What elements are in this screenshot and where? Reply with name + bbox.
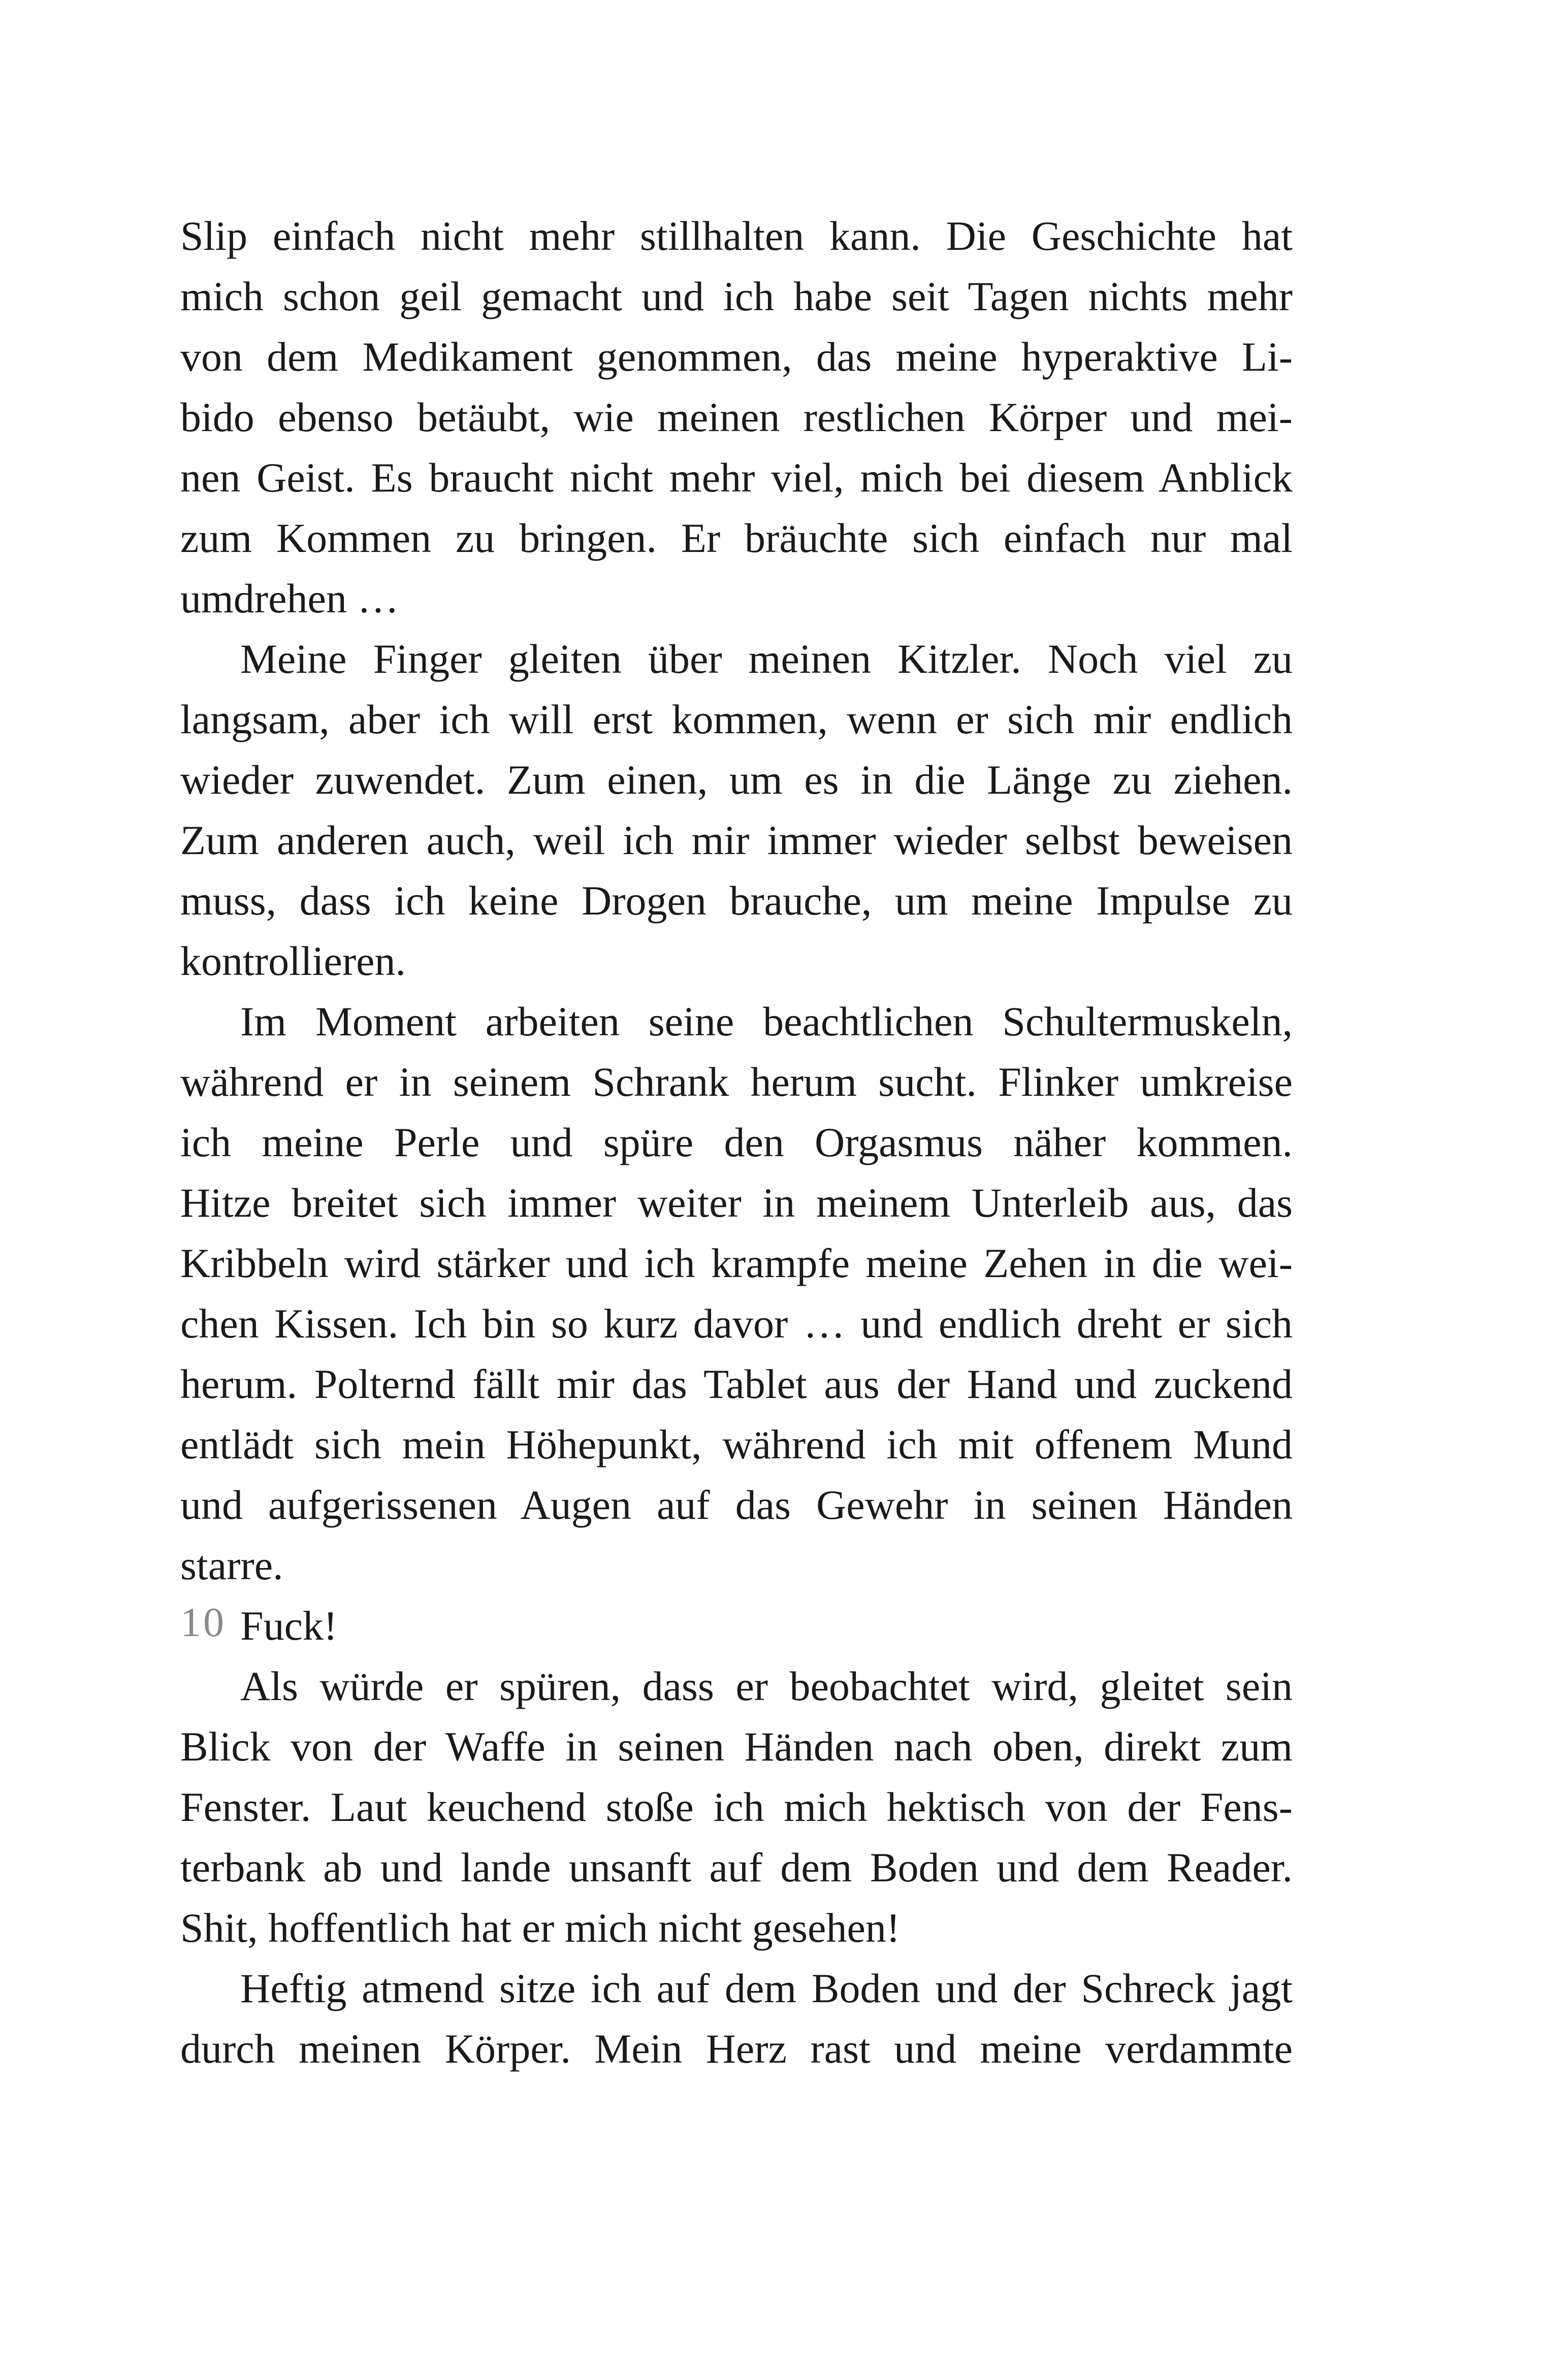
text-line: Im Moment arbeiten seine beachtlichen Schultermuskeln, bbox=[240, 998, 1293, 1045]
text-line: Slip einfach nicht mehr stillhalten kann. Die Geschichte hat bbox=[180, 213, 1293, 259]
text-line: entlädt sich mein Höhepunkt, während ich mit offenem Mund bbox=[180, 1421, 1293, 1468]
text-line: bido ebenso betäubt, wie meinen restlichen Körper und mei- bbox=[180, 394, 1293, 440]
text-line: Als würde er spüren, dass er beobachtet wird, gleitet sein bbox=[240, 1663, 1293, 1709]
page-number: 10 bbox=[180, 1599, 226, 1645]
text-line: von dem Medikament genommen, das meine hyperaktive Li- bbox=[180, 334, 1293, 380]
text-line: und aufgerissenen Augen auf das Gewehr in seinen Händen bbox=[180, 1482, 1293, 1528]
text-line: während er in seinem Schrank herum sucht. Flinker umkreise bbox=[180, 1059, 1293, 1105]
text-line: Meine Finger gleiten über meinen Kitzler. Noch viel zu bbox=[240, 636, 1293, 682]
text-line: Blick von der Waffe in seinen Händen nach oben, direkt zum bbox=[180, 1723, 1293, 1770]
text-line: wieder zuwendet. Zum einen, um es in die Länge zu ziehen. bbox=[180, 757, 1293, 803]
text-line: Kribbeln wird stärker und ich krampfe meine Zehen in die wei- bbox=[180, 1240, 1293, 1286]
text-line: muss, dass ich keine Drogen brauche, um meine Impulse zu bbox=[180, 877, 1293, 924]
text-line: Heftig atmend sitze ich auf dem Boden und der Schreck jagt bbox=[240, 1965, 1293, 2011]
text-line: Fuck! bbox=[240, 1603, 338, 1649]
text-line: ich meine Perle und spüre den Orgasmus näher kommen. bbox=[180, 1119, 1293, 1165]
text-line: terbank ab und lande unsanft auf dem Boden und dem Reader. bbox=[180, 1844, 1293, 1890]
text-line: Hitze breitet sich immer weiter in meinem Unterleib aus, das bbox=[180, 1180, 1293, 1226]
text-line: herum. Polternd fällt mir das Tablet aus der Hand und zuckend bbox=[180, 1361, 1293, 1407]
text-line: starre. bbox=[180, 1542, 283, 1588]
body-text bbox=[180, 206, 1293, 2079]
text-line: langsam, aber ich will erst kommen, wenn er sich mir endlich bbox=[180, 696, 1293, 742]
text-line: umdrehen … bbox=[180, 575, 399, 622]
text-line: Zum anderen auch, weil ich mir immer wieder selbst beweisen bbox=[180, 817, 1293, 863]
text-line: Fenster. Laut keuchend stoße ich mich hektisch von der Fens- bbox=[180, 1784, 1293, 1830]
text-line: durch meinen Körper. Mein Herz rast und meine verdammte bbox=[180, 2026, 1293, 2072]
text-line: Shit, hoffentlich hat er mich nicht gesehen! bbox=[180, 1905, 901, 1951]
text-line: nen Geist. Es braucht nicht mehr viel, mich bei diesem Anblick bbox=[180, 454, 1293, 501]
text-line: kontrollieren. bbox=[180, 938, 406, 984]
text-line: mich schon geil gemacht und ich habe seit Tagen nichts mehr bbox=[180, 273, 1293, 319]
text-line: zum Kommen zu bringen. Er bräuchte sich einfach nur mal bbox=[180, 515, 1293, 561]
text-line: chen Kissen. Ich bin so kurz davor … und endlich dreht er sich bbox=[180, 1300, 1293, 1347]
